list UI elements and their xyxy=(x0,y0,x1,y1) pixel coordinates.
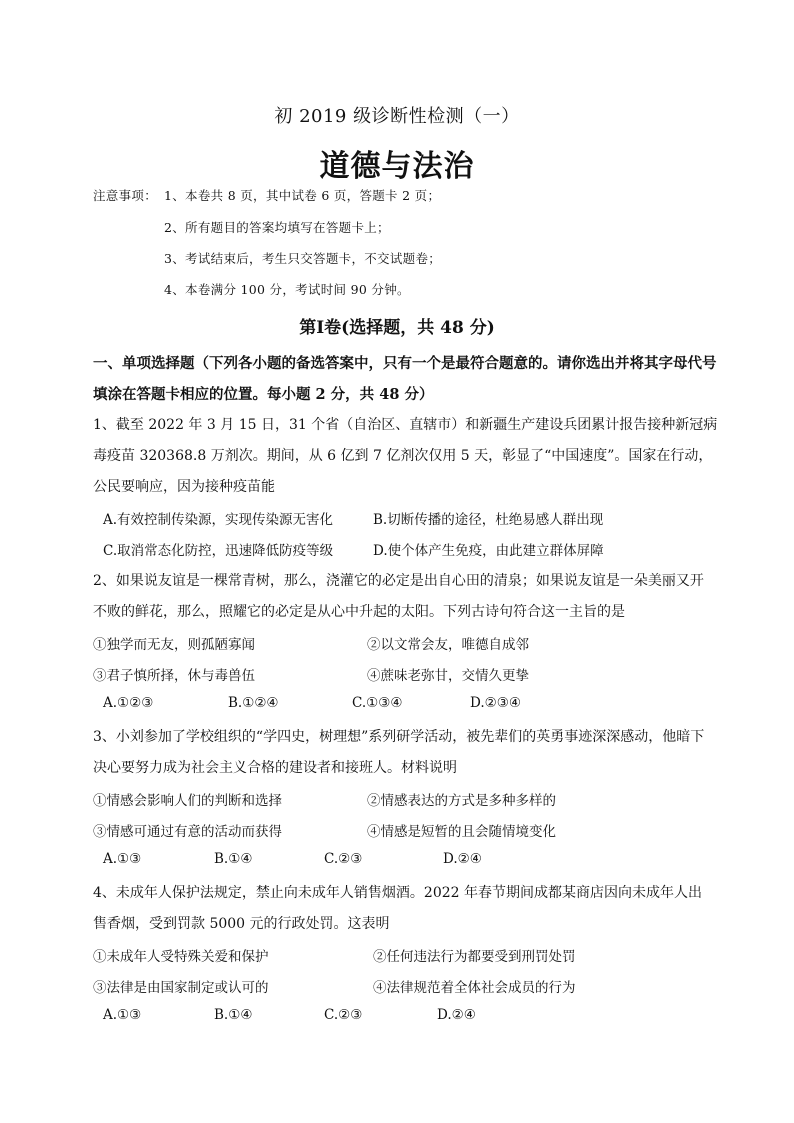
choice-a: A.①③ xyxy=(103,1007,142,1023)
choice-b: B.切断传播的途径，杜绝易感人群出现 xyxy=(373,512,604,528)
question-4-stem: 售香烟，受到罚款 5000 元的行政处罚。这表明 xyxy=(93,916,390,932)
choice-d: D.②③④ xyxy=(470,695,521,711)
choice-b: B.①④ xyxy=(214,1007,253,1023)
statement: ①情感会影响人们的判断和选择 xyxy=(93,793,282,809)
question-3-stem: 决心要努力成为社会主义合格的建设者和接班人。材料说明 xyxy=(93,760,457,776)
note-item: 2、所有题目的答案均填写在答题卡上； xyxy=(164,220,390,235)
statement: ②以文常会友，唯德自成邻 xyxy=(367,637,529,653)
notes-label: 注意事项： xyxy=(93,188,158,203)
choice-c: C.②③ xyxy=(324,851,363,867)
statement: ①独学而无友，则孤陋寡闻 xyxy=(93,637,255,653)
question-1-stem: 公民要响应，因为接种疫苗能 xyxy=(93,479,275,495)
question-2-stem: 不败的鲜花，那么，照耀它的必定是从心中升起的太阳。下列古诗句符合这一主旨的是 xyxy=(93,604,625,620)
note-item: 4、本卷满分 100 分，考试时间 90 分钟。 xyxy=(164,282,410,297)
statement: ②情感表达的方式是多种多样的 xyxy=(367,793,556,809)
section-title: 第Ⅰ卷(选择题，共 48 分) xyxy=(299,318,495,338)
choice-b: B.①②④ xyxy=(228,695,279,711)
choice-d: D.②④ xyxy=(443,851,482,867)
choice-d: D.②④ xyxy=(437,1007,476,1023)
question-1-stem: 1、截至 2022 年 3 月 15 日，31 个省（自治区、直辖市）和新疆生产建设兵团累计报告接种新冠病 xyxy=(93,417,718,433)
statement: ④情感是短暂的且会随情境变化 xyxy=(367,824,556,840)
choice-a: A.有效控制传染源，实现传染源无害化 xyxy=(103,512,334,528)
statement: ②任何违法行为都要受到刑罚处罚 xyxy=(373,949,576,965)
question-3-stem: 3、小刘参加了学校组织的“学四史，树理想”系列研学活动，被先辈们的英勇事迹深深感动，他暗下 xyxy=(93,729,705,745)
section-instruction: 一、单项选择题（下列各小题的备选答案中，只有一个是最符合题意的。请你选出并将其字母代号 xyxy=(93,355,717,372)
statement: ③情感可通过有意的活动而获得 xyxy=(93,824,282,840)
question-2-stem: 2、如果说友谊是一棵常青树，那么，浇灌它的必定是出自心田的清泉；如果说友谊是一朵美丽又开 xyxy=(93,573,704,589)
question-1-stem: 毒疫苗 320368.8 万剂次。期间，从 6 亿到 7 亿剂次仅用 5 天，彰显了“中国速度”。国家在行动， xyxy=(93,448,713,464)
subject-title: 道德与法治 xyxy=(319,149,475,184)
statement: ①未成年人受特殊关爱和保护 xyxy=(93,949,269,965)
section-instruction: 填涂在答题卡相应的位置。每小题 2 分，共 48 分） xyxy=(93,386,434,403)
note-item: 1、本卷共 8 页，其中试卷 6 页，答题卡 2 页； xyxy=(164,188,441,203)
choice-c: C.②③ xyxy=(324,1007,363,1023)
choice-d: D.使个体产生免疫，由此建立群体屏障 xyxy=(373,543,604,559)
exam-title: 初 2019 级诊断性检测（一） xyxy=(274,106,520,127)
choice-c: C.①③④ xyxy=(352,695,403,711)
question-4-stem: 4、未成年人保护法规定，禁止向未成年人销售烟酒。2022 年春节期间成都某商店因向未成年人出 xyxy=(93,885,702,901)
choice-c: C.取消常态化防控，迅速降低防疫等级 xyxy=(103,543,334,559)
statement: ③君子慎所择，休与毒兽伍 xyxy=(93,668,255,684)
statement: ④蔗味老弥甘，交情久更挚 xyxy=(367,668,529,684)
statement: ④法律规范着全体社会成员的行为 xyxy=(373,980,576,996)
statement: ③法律是由国家制定或认可的 xyxy=(93,980,269,996)
choice-b: B.①④ xyxy=(214,851,253,867)
note-item: 3、考试结束后，考生只交答题卡，不交试题卷； xyxy=(164,251,442,266)
choice-a: A.①③ xyxy=(103,851,142,867)
choice-a: A.①②③ xyxy=(103,695,154,711)
